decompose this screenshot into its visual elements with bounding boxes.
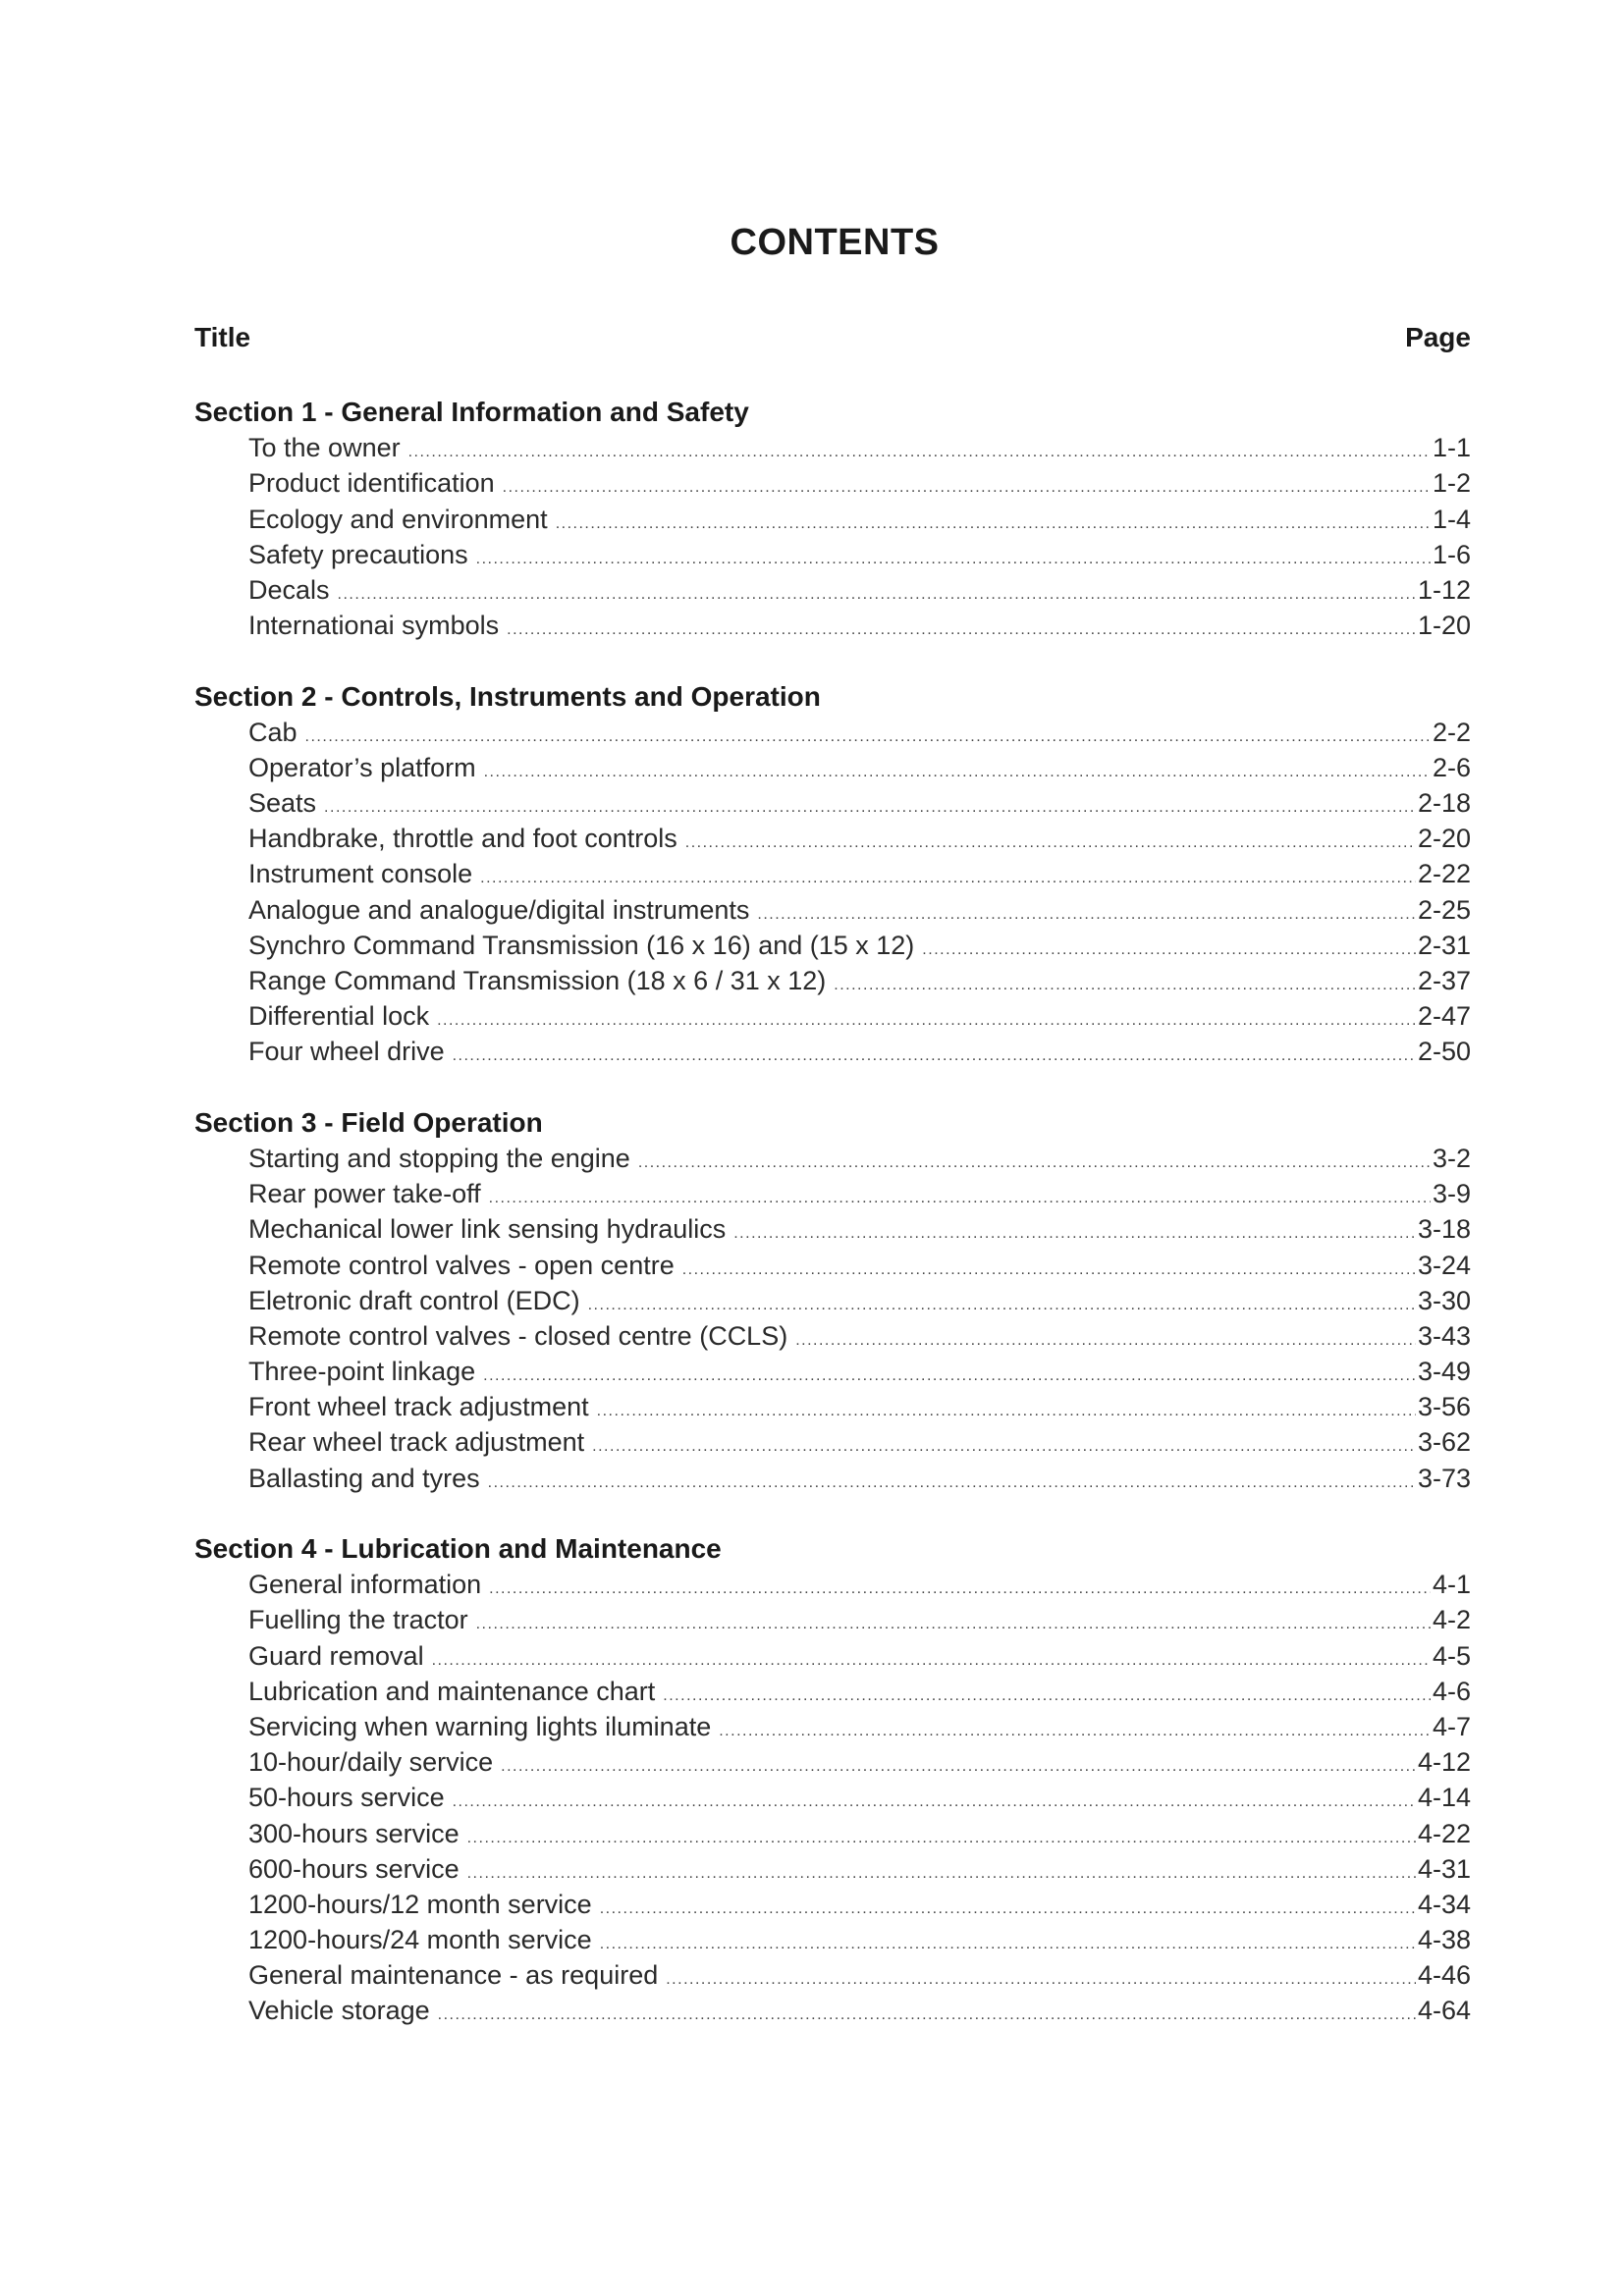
dot-leader [638,1146,1431,1181]
dot-leader [467,1856,1416,1892]
entry-page-number: 4-1 [1432,1570,1471,1600]
toc-entry [194,1389,1471,1424]
section-heading: Section 1 - General Information and Safety [194,397,749,427]
dot-leader [483,1359,1416,1394]
entry-title: 10-hour/daily service [248,1747,494,1778]
entry-title: Instrument console [248,859,473,889]
entry-page-number: 2-18 [1417,788,1471,819]
entry-title: Safety precautions [248,539,468,569]
entry-page-number: 4-14 [1417,1783,1471,1813]
entry-title: 300-hours service [248,1818,460,1848]
toc-column-header [194,324,1471,351]
toc-entry [194,1922,1471,1957]
entry-title: General information [248,1570,482,1600]
entry-title: Starting and stopping the engine [248,1143,630,1173]
entry-title: Ecology and environment [248,504,548,534]
entry-title: Handbrake, throttle and foot controls [248,824,677,854]
entry-page-number: 3-43 [1417,1320,1471,1351]
toc-entry [194,1211,1471,1247]
entry-title: General maintenance - as required [248,1960,659,1991]
toc-entry [194,1709,1471,1744]
dot-leader [685,826,1416,861]
entry-page-number: 3-2 [1432,1143,1471,1173]
toc-entry [194,1567,1471,1602]
dot-leader [556,507,1431,542]
entry-title: Decals [248,574,330,605]
entry-page-number: 3-24 [1417,1250,1471,1280]
entry-page-number: 3-56 [1417,1392,1471,1422]
toc-section [194,679,1471,1070]
dot-leader [922,933,1416,968]
dot-leader [733,1216,1416,1252]
entry-title: Guard removal [248,1640,424,1671]
toc-entry [194,821,1471,856]
toc-entry [194,1957,1471,1993]
entry-title: Ballasting and tyres [248,1463,480,1493]
entry-page-number: 2-20 [1417,824,1471,854]
dot-leader [453,1785,1416,1820]
toc-entry [194,1176,1471,1211]
entry-page-number: 4-5 [1432,1640,1471,1671]
section-heading: Section 4 - Lubrication and Maintenance [194,1533,722,1564]
entry-page-number: 2-37 [1417,966,1471,995]
entry-page-number: 4-64 [1417,1996,1471,2026]
toc-entry [194,572,1471,608]
entry-page-number: 2-2 [1432,717,1471,747]
dot-leader [501,1749,1416,1785]
toc-entry [194,502,1471,537]
dot-leader [682,1253,1416,1288]
entry-page-number: 1-20 [1417,611,1471,641]
toc-entry [194,963,1471,998]
section-heading: Section 3 - Field Operation [194,1106,543,1138]
dot-leader [719,1714,1431,1749]
toc-entry [194,1034,1471,1069]
toc-entry [194,1780,1471,1815]
entry-page-number: 4-31 [1417,1853,1471,1884]
dot-leader [834,968,1416,1003]
toc-section [194,1531,1471,2029]
toc-entry [194,856,1471,891]
entry-page-number: 3-49 [1417,1357,1471,1387]
dot-leader [600,1927,1416,1962]
entry-title: Product identification [248,468,495,499]
entry-page-number: 4-7 [1432,1711,1471,1741]
entry-page-number: 1-12 [1417,574,1471,605]
page-column-label: Page [1405,322,1471,352]
page-title: CONTENTS [730,222,940,263]
toc-entry [194,1993,1471,2028]
dot-leader [600,1892,1416,1927]
toc-entry [194,608,1471,643]
entry-title: Remote control valves - open centre [248,1250,675,1280]
entry-title: Vehicle storage [248,1996,430,2026]
dot-leader [437,1003,1416,1039]
toc-entry [194,1674,1471,1709]
entry-page-number: 2-25 [1417,894,1471,925]
dot-leader [663,1679,1431,1714]
entry-page-number: 3-62 [1417,1427,1471,1458]
entry-title: Rear wheel track adjustment [248,1427,585,1458]
section-heading: Section 2 - Controls, Instruments and Operation [194,680,821,712]
toc-entry [194,1424,1471,1460]
dot-leader [338,577,1416,613]
title-column-label: Title [194,322,251,352]
toc-entry [194,1354,1471,1389]
entry-page-number: 2-6 [1432,752,1471,782]
toc-entry [194,1744,1471,1780]
entry-title: Four wheel drive [248,1037,445,1067]
entry-title: Differential lock [248,1001,430,1032]
entry-title: Eletronic draft control (EDC) [248,1285,580,1315]
toc-entry [194,1461,1471,1496]
toc-entry [194,1318,1471,1354]
dot-leader [408,435,1431,470]
entry-title: Rear power take-off [248,1179,481,1209]
dot-leader [438,1998,1416,2033]
toc-entry [194,1141,1471,1176]
entry-title: To the owner [248,433,401,463]
entry-title: Range Command Transmission (18 x 6 / 31 x 12) [248,966,827,995]
entry-page-number: 3-73 [1417,1463,1471,1493]
entry-page-number: 4-34 [1417,1889,1471,1919]
entry-page-number: 3-18 [1417,1214,1471,1245]
toc-section [194,1105,1471,1496]
dot-leader [503,470,1431,506]
toc-entry [194,785,1471,821]
dot-leader [476,542,1431,577]
entry-page-number: 2-50 [1417,1037,1471,1067]
entry-title: Servicing when warning lights iluminate [248,1711,712,1741]
entry-title: Seats [248,788,317,819]
dot-leader [467,1821,1416,1856]
entry-page-number: 3-30 [1417,1285,1471,1315]
toc-entry [194,537,1471,572]
dot-leader [484,755,1431,790]
entry-page-number: 1-6 [1432,539,1471,569]
entry-title: Cab [248,717,298,747]
entry-title: Three-point linkage [248,1357,476,1387]
entry-title: Mechanical lower link sensing hydraulics [248,1214,727,1245]
dot-leader [453,1039,1416,1074]
entry-title: Analogue and analogue/digital instruments [248,894,750,925]
dot-leader [507,613,1416,648]
toc-entry [194,430,1471,465]
toc-entry [194,1851,1471,1887]
dot-leader [488,1466,1416,1501]
entry-page-number: 1-1 [1432,433,1471,463]
entry-page-number: 3-9 [1432,1179,1471,1209]
entry-page-number: 1-4 [1432,504,1471,534]
toc-entry [194,928,1471,963]
entry-title: Lubrication and maintenance chart [248,1676,656,1706]
entry-page-number: 2-47 [1417,1001,1471,1032]
toc-entry [194,1887,1471,1922]
toc-entry [194,715,1471,750]
entry-page-number: 4-12 [1417,1747,1471,1778]
entry-title: Synchro Command Transmission (16 x 16) and (15 x 12) [248,930,915,960]
entry-page-number: 4-6 [1432,1676,1471,1706]
entry-title: Fuelling the tractor [248,1605,468,1635]
dot-leader [592,1429,1416,1465]
dot-leader [489,1572,1431,1607]
dot-leader [597,1394,1416,1429]
toc-entry [194,750,1471,785]
entry-title: Internationai symbols [248,611,500,641]
toc-entry [194,1638,1471,1674]
entry-title: 600-hours service [248,1853,460,1884]
entry-title: 1200-hours/12 month service [248,1889,592,1919]
toc-entry [194,1283,1471,1318]
entry-title: 50-hours service [248,1783,445,1813]
table-of-contents [194,395,1471,2064]
toc-section [194,395,1471,643]
entry-page-number: 4-22 [1417,1818,1471,1848]
entry-page-number: 4-2 [1432,1605,1471,1635]
toc-entry [194,1602,1471,1637]
toc-entry [194,892,1471,928]
entry-title: Operator’s platform [248,752,476,782]
entry-page-number: 1-2 [1432,468,1471,499]
entry-page-number: 4-46 [1417,1960,1471,1991]
entry-page-number: 2-22 [1417,859,1471,889]
entry-page-number: 4-38 [1417,1925,1471,1955]
dot-leader [476,1607,1431,1642]
toc-entry [194,1248,1471,1283]
dot-leader [666,1962,1416,1998]
entry-title: 1200-hours/24 month service [248,1925,592,1955]
toc-entry [194,465,1471,501]
toc-entry [194,1816,1471,1851]
toc-entry [194,998,1471,1034]
entry-page-number: 2-31 [1417,930,1471,960]
entry-title: Remote control valves - closed centre (CCLS) [248,1320,788,1351]
entry-title: Front wheel track adjustment [248,1392,589,1422]
dot-leader [795,1323,1416,1359]
